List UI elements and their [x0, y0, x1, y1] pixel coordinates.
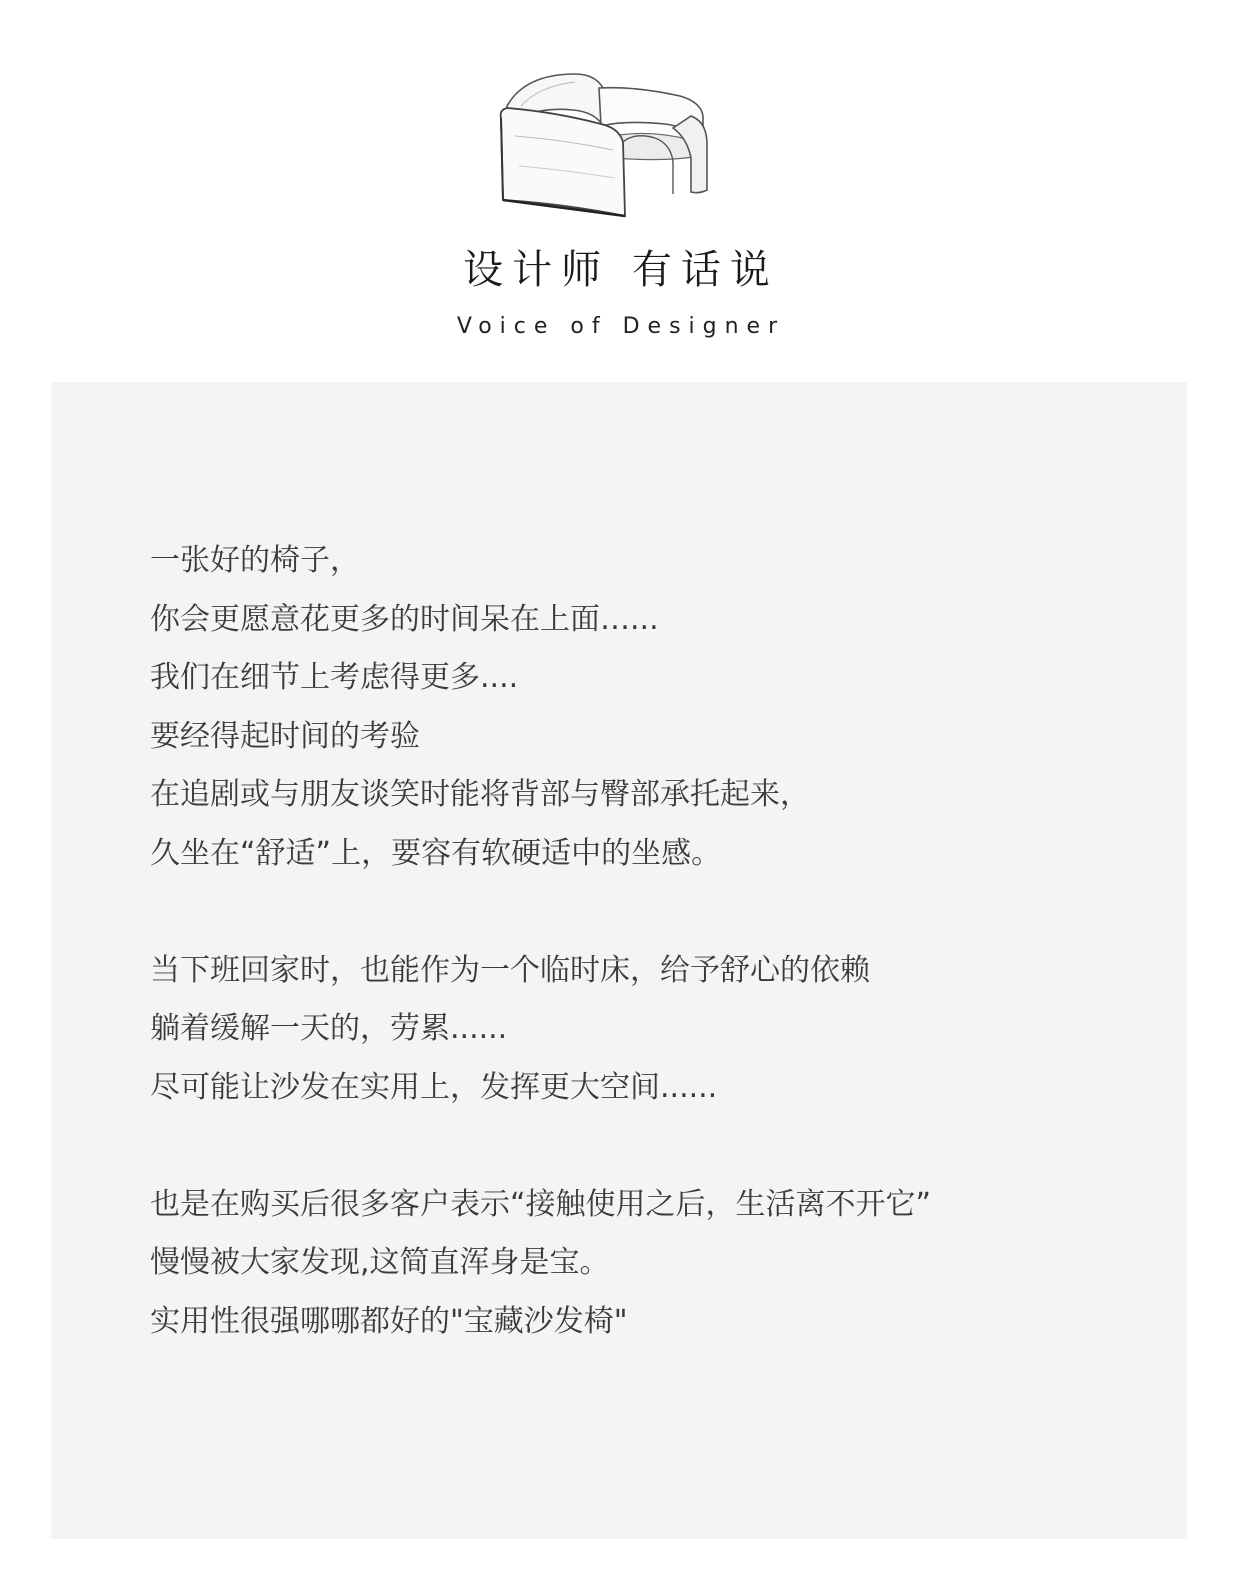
- text-line: 你会更愿意花更多的时间呆在上面…...: [150, 601, 659, 637]
- text-line: 久坐在“舒适”上，要容有软硬适中的坐感。: [150, 835, 722, 871]
- armchair-sketch-icon: [495, 66, 715, 226]
- paragraph-2: [150, 942, 1150, 1118]
- text-line: 我们在细节上考虑得更多....: [150, 660, 519, 695]
- body-text: [150, 532, 1150, 1351]
- text-line: 慢慢被大家发现,这简直浑身是宝。: [150, 1245, 610, 1280]
- text-line: 尽可能让沙发在实用上，发挥更大空间......: [150, 1069, 718, 1105]
- text-line: 实用性很强哪哪都好的"宝藏沙发椅": [150, 1303, 628, 1339]
- page-subtitle: Voice of Designer: [456, 314, 786, 339]
- page-title: 设计师 有话说: [463, 247, 779, 293]
- text-line: 躺着缓解一天的，劳累......: [150, 1011, 508, 1046]
- text-line: 要经得起时间的考验: [150, 718, 420, 754]
- paragraph-3: [150, 1176, 1150, 1352]
- text-line: 也是在购买后很多客户表示“接触使用之后，生活离不开它”: [150, 1186, 932, 1222]
- text-line: 当下班回家时，也能作为一个临时床，给予舒心的依赖: [150, 952, 870, 988]
- paragraph-1: [150, 532, 1150, 883]
- text-line: 一张好的椅子，: [150, 543, 360, 578]
- text-line: 在追剧或与朋友谈笑时能将背部与臀部承托起来，: [150, 777, 810, 812]
